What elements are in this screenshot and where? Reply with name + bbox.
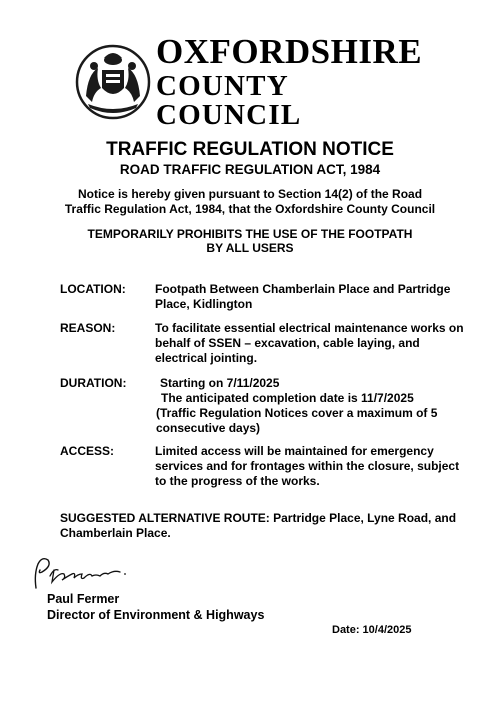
duration-value [155, 376, 473, 436]
location-label: LOCATION: [60, 282, 126, 296]
prohibition-line-2: BY ALL USERS [206, 241, 294, 255]
logo-wordmark [156, 34, 434, 130]
access-value: Limited access will be maintained for emergency services and for frontages within the closure, subject to the progress of the works. [155, 444, 460, 488]
alternative-route: SUGGESTED ALTERNATIVE ROUTE: Partridge Place, Lyne Road, and Chamberlain Place. [60, 511, 457, 540]
duration-label: DURATION: [60, 376, 127, 390]
duration-completion: The anticipated completion date is 11/7/2025 [161, 391, 414, 405]
location-value: Footpath Between Chamberlain Place and Partridge Place, Kidlington [155, 282, 451, 311]
access-label: ACCESS: [60, 444, 115, 458]
coat-of-arms-icon [74, 44, 152, 120]
notice-subtitle: ROAD TRAFFIC REGULATION ACT, 1984 [119, 162, 381, 177]
handwritten-signature [30, 552, 140, 592]
council-logo [74, 32, 434, 131]
prohibition-statement [60, 227, 440, 255]
notice-title: TRAFFIC REGULATION NOTICE [106, 139, 394, 160]
notice-date: Date: 10/4/2025 [332, 624, 412, 636]
notice-intro: Notice is hereby given pursuant to Section 14(2) of the Road Traffic Regulation Act, 1984, that the Oxfordshire County Council [64, 187, 436, 216]
duration-start: Starting on 7/11/2025 [160, 376, 280, 390]
logo-line-1: OXFORDSHIRE [156, 32, 423, 71]
prohibition-line-1: TEMPORARILY PROHIBITS THE USE OF THE FOOTPATH [87, 227, 413, 241]
duration-note: (Traffic Regulation Notices cover a maximum of 5 consecutive days) [156, 406, 438, 435]
reason-value: To facilitate essential electrical maintenance works on behalf of SSEN – excavation, cable laying, and electrical jointing. [155, 321, 464, 365]
signer-role: Director of Environment & Highways [47, 608, 265, 622]
reason-label: REASON: [60, 321, 116, 335]
signer-name: Paul Fermer [47, 592, 120, 606]
logo-line-2: COUNTY COUNCIL [156, 70, 302, 131]
